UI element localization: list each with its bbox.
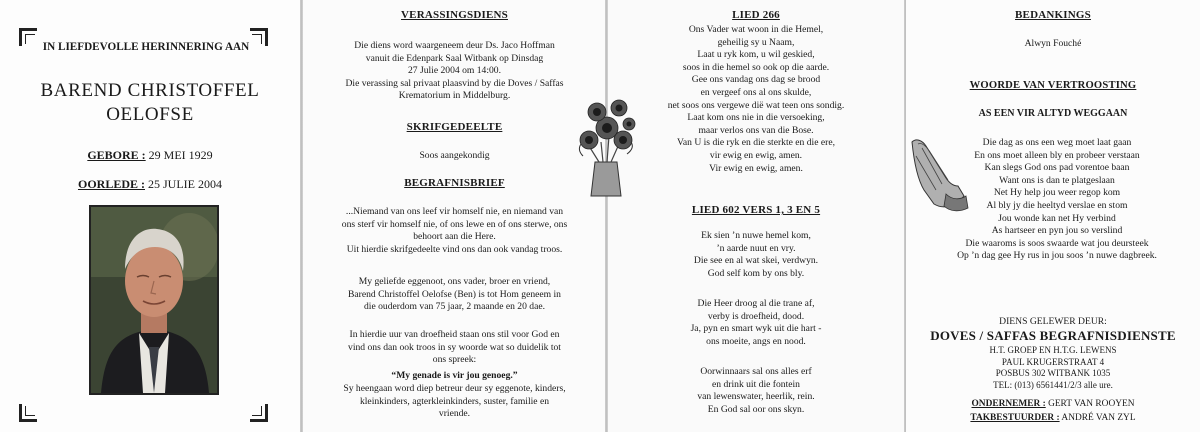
hymn-line: net soos ons vergewe dië wat teen ons sondig. bbox=[667, 99, 845, 111]
hymn-line: verby is droefheid, dood. bbox=[707, 310, 805, 322]
hymn2-verse-2 bbox=[608, 298, 904, 348]
letter-line: Sy heengaan word diep betreur deur sy eggenote, kinders, bbox=[343, 383, 566, 394]
letter-line: vind ons dan ook troos in sy woorde wat so duidelik tot bbox=[348, 341, 561, 353]
hymn2-verse-1 bbox=[608, 230, 904, 280]
hymn-line: Ek sien ’n nuwe hemel kom, bbox=[701, 230, 811, 241]
manager-name: ANDRÉ VAN ZYL bbox=[1061, 413, 1136, 423]
service-line: 27 Julie 2004 om 14:00. bbox=[407, 65, 501, 77]
hymn-line: Vir ewig en ewig, amen. bbox=[709, 162, 803, 174]
deceased-name-line2: OELOFSE bbox=[106, 104, 194, 125]
scripture-text: Soos aangekondig bbox=[419, 150, 490, 161]
closing-panel bbox=[906, 0, 1200, 432]
poem-line: En ons moet alleen bly en probeer verstaan bbox=[974, 149, 1140, 161]
company-line: POSBUS 302 WITBANK 1035 bbox=[995, 368, 1111, 379]
scripture-heading: SKRIFGEDEELTE bbox=[406, 121, 503, 133]
company-line: TEL: (013) 6561441/2/3 alle ure. bbox=[993, 379, 1113, 390]
portrait-illustration bbox=[91, 207, 217, 393]
poem-line: Al bly jy die heeltyd verslae en stom bbox=[986, 199, 1128, 211]
hymn-line: Ja, pyn en smart wyk uit die hart - bbox=[690, 323, 822, 335]
hymn-line: Die see en al wat skei, verdwyn. bbox=[693, 255, 819, 267]
thanks-name: Alwyn Fouché bbox=[1024, 38, 1082, 49]
company-details bbox=[906, 345, 1200, 391]
death-value: 25 JULIE 2004 bbox=[148, 177, 222, 191]
hymn1-text bbox=[608, 24, 904, 175]
scripture-quote: “My genade is vir jou genoeg.” bbox=[391, 370, 518, 381]
hymn-line: Van U is die ryk en die sterkte en die ere, bbox=[677, 137, 835, 149]
letter-line: In hierdie uur van droefheid staan ons stil voor God en bbox=[349, 329, 560, 340]
hymn-line: Oorwinnaars sal ons alles erf bbox=[700, 366, 812, 377]
poem-line: Net Hy help jou weer regop kom bbox=[993, 187, 1121, 199]
hymn2-verse-3 bbox=[608, 366, 904, 416]
letter-line: behoort aan die Here. bbox=[413, 231, 496, 243]
hymn-line: Die Heer droog al die trane af, bbox=[697, 298, 815, 309]
manager-row bbox=[906, 413, 1200, 423]
sunflower-vase-illustration bbox=[573, 92, 639, 200]
letter-paragraph-1 bbox=[303, 206, 606, 256]
letter-line: die ouderdom van 75 jaar, 2 maande en 20 dae. bbox=[363, 301, 546, 313]
letter-line: ons spreek: bbox=[432, 354, 477, 366]
company-line: H.T. GROEP EN H.T.G. LEWENS bbox=[989, 345, 1117, 355]
letter-paragraph-4 bbox=[303, 383, 606, 421]
comfort-heading: WOORDE VAN VERTROOSTING bbox=[969, 80, 1137, 91]
service-heading: VERASSINGSDIENS bbox=[401, 9, 508, 21]
letter-line: Uit hierdie skrifgedeelte vind ons dan ook vandag troos. bbox=[346, 243, 563, 255]
undertaker-name: GERT VAN ROOYEN bbox=[1048, 399, 1135, 409]
deceased-name-line1: BAREND CHRISTOFFEL bbox=[40, 80, 260, 101]
hymns-panel bbox=[608, 0, 904, 432]
service-line: vanuit die Edenpark Saal Witbank op Dinsdag bbox=[365, 52, 544, 64]
hymn-line: van lewenswater, heerlik, rein. bbox=[697, 391, 815, 403]
company-name: DOVES / SAFFAS BEGRAFNISDIENSTE bbox=[930, 328, 1176, 343]
frame-corner-bottom-left bbox=[19, 404, 37, 422]
letter-line: vriende. bbox=[438, 408, 471, 420]
hymn-line: vir ewig en ewig, amen. bbox=[709, 149, 803, 161]
letter-line: My geliefde eggenoot, ons vader, broer en vriend, bbox=[358, 276, 551, 287]
hymn-line: Ons Vader wat woon in die Hemel, bbox=[688, 24, 824, 35]
letter-paragraph-2 bbox=[303, 276, 606, 314]
memorial-intro: IN LIEFDEVOLLE HERINNERING AAN bbox=[42, 41, 250, 53]
poem-line: Die dag as ons een weg moet laat gaan bbox=[982, 137, 1132, 148]
poem-line: As hartseer en pyn jou so verslind bbox=[991, 225, 1123, 237]
death-date bbox=[0, 177, 300, 192]
thanks-heading: BEDANKINGS bbox=[1015, 9, 1091, 21]
portrait-photo bbox=[89, 205, 219, 395]
hymn-line: en vergeef ons al ons skulde, bbox=[700, 86, 812, 98]
poem-line: Die waaroms is soos swaarde wat jou deursteek bbox=[965, 237, 1149, 249]
service-by-label: DIENS GELEWER DEUR: bbox=[999, 316, 1107, 327]
letter-line: Barend Christoffel Oelofse (Ben) is tot Hom geneem in bbox=[348, 288, 561, 300]
poem-title: AS EEN VIR ALTYD WEGGAAN bbox=[978, 108, 1128, 119]
death-label: OORLEDE : bbox=[77, 177, 145, 191]
undertaker-label: ONDERNEMER : bbox=[971, 399, 1046, 409]
cover-panel bbox=[0, 0, 300, 432]
hymn-line: ’n aarde nuut en vry. bbox=[716, 242, 796, 254]
hymn-line: En God sal oor ons skyn. bbox=[707, 403, 805, 415]
hymn-line: Laat kom ons nie in die versoeking, bbox=[687, 112, 825, 124]
letter-heading: BEGRAFNISBRIEF bbox=[404, 177, 505, 189]
undertaker-row bbox=[906, 399, 1200, 409]
hymn-line: Laat u ryk kom, u wil geskied, bbox=[697, 49, 815, 61]
service-panel bbox=[303, 0, 606, 432]
letter-paragraph-3 bbox=[303, 329, 606, 367]
hymn1-heading: LIED 266 bbox=[732, 9, 780, 21]
manager-label: TAKBESTUURDER : bbox=[970, 413, 1060, 423]
poem-line: Jou wonde kan net Hy verbind bbox=[998, 212, 1116, 224]
service-line: Die diens word waargeneem deur Ds. Jaco Hoffman bbox=[354, 40, 555, 51]
hymn-line: God self kom by ons bly. bbox=[707, 267, 805, 279]
hymn-line: ons moeite, angs en nood. bbox=[706, 335, 806, 347]
company-line: PAUL KRUGERSTRAAT 4 bbox=[1001, 356, 1105, 367]
hymn-line: maar verlos ons van die Bose. bbox=[698, 124, 814, 136]
birth-date bbox=[0, 148, 300, 163]
letter-line: ons sterf vir homself nie, of ons lewe en of ons sterwe, ons bbox=[341, 218, 568, 230]
hymn-line: en drink uit die fontein bbox=[712, 378, 800, 390]
poem-line: Kan slegs God ons pad vorentoe baan bbox=[984, 162, 1130, 174]
poem-line: Op ’n dag gee Hy rus in jou soos ’n nuwe dagbreek. bbox=[957, 250, 1157, 262]
letter-line: ...Niemand van ons leef vir homself nie, en niemand van bbox=[345, 206, 564, 217]
frame-corner-bottom-right bbox=[250, 404, 268, 422]
hymn2-heading: LIED 602 VERS 1, 3 EN 5 bbox=[691, 204, 821, 216]
service-line: Die verassing sal privaat plaasvind by die Doves / Saffas bbox=[345, 77, 564, 89]
hymn-line: soos in die hemel so ook op die aarde. bbox=[682, 61, 830, 73]
letter-line: kleinkinders, agterkleinkinders, suster, familie en bbox=[359, 395, 550, 407]
service-details bbox=[303, 40, 606, 103]
hymn-line: geheilig sy u Naam, bbox=[717, 36, 795, 48]
birth-value: 29 MEI 1929 bbox=[148, 148, 213, 162]
hymn-line: Gee ons vandag ons dag se brood bbox=[691, 74, 821, 86]
birth-label: GEBORE : bbox=[87, 148, 146, 162]
service-line: Krematorium in Middelburg. bbox=[398, 90, 511, 102]
poem-line: Want ons is dan te platgeslaan bbox=[999, 174, 1115, 186]
praying-hands-illustration bbox=[906, 134, 970, 214]
